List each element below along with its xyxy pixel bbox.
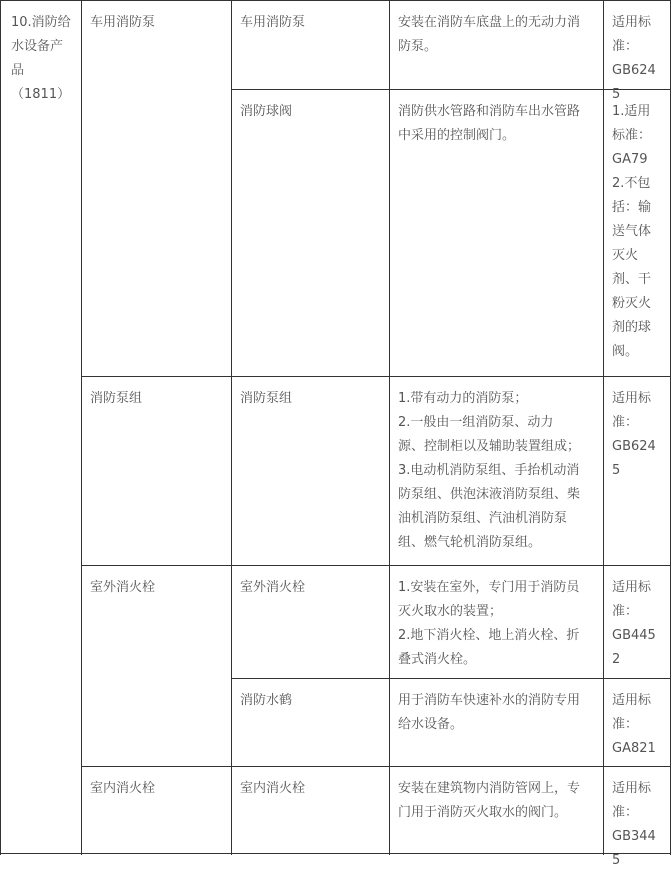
description-cell: 消防供水管路和消防车出水管路 中采用的控制阀门。 [398, 104, 581, 143]
note-cell: 适用标 准： GB6245 [612, 391, 656, 478]
product-name-cell: 消防水鹤 [240, 693, 293, 708]
column-divider [81, 0, 82, 855]
subcategory-cell: 车用消防泵 [90, 15, 156, 30]
subcategory-cell: 消防泵组 [90, 391, 143, 406]
note-cell: 适用标 准： GB3445 [612, 781, 656, 868]
description-cell: 1.安装在室外，专门用于消防员 灭火取水的装置； 2.地下消火栓、地上消火栓、折 叠式消火栓。 [398, 580, 580, 667]
table-border-right [670, 0, 671, 855]
description-cell: 用于消防车快速补水的消防专用 给水设备。 [398, 693, 581, 732]
product-name-cell: 消防泵组 [240, 391, 293, 406]
category-cell: 10.消防给 水设备产 品 （1811） [11, 15, 71, 102]
note-cell: 适用标 准： GA821 [612, 693, 656, 756]
product-name-cell: 室内消火栓 [240, 781, 306, 796]
column-divider [231, 0, 232, 855]
subcategory-cell: 室内消火栓 [90, 781, 156, 796]
product-name-cell: 室外消火栓 [240, 580, 306, 595]
note-cell: 1.适用 标准： GA79 2.不包 括：输 送气体 灭火 剂、干 粉灭火 剂的球 阀。 [612, 104, 652, 359]
table-border-bottom [0, 853, 671, 854]
table-border-left [0, 0, 1, 855]
subcategory-cell: 室外消火栓 [90, 580, 156, 595]
description-cell: 1.带有动力的消防泵； 2.一般由一组消防泵、动力 源、控制柜以及辅助装置组成； 3.电动机消防泵组、手抬机动消 防泵组、供泡沫液消防泵组、柴 油机消防泵组、汽油机消防泵 组、燃气轮机消防泵组。 [398, 391, 581, 550]
note-cell: 适用标 准： GB4452 [612, 580, 656, 667]
product-name-cell: 消防球阀 [240, 104, 293, 119]
description-cell: 安装在消防车底盘上的无动力消 防泵。 [398, 15, 581, 54]
description-cell: 安装在建筑物内消防管网上，专 门用于消防灭火取水的阀门。 [398, 781, 581, 820]
product-name-cell: 车用消防泵 [240, 15, 306, 30]
note-cell: 适用标 准： GB6245 [612, 15, 656, 102]
